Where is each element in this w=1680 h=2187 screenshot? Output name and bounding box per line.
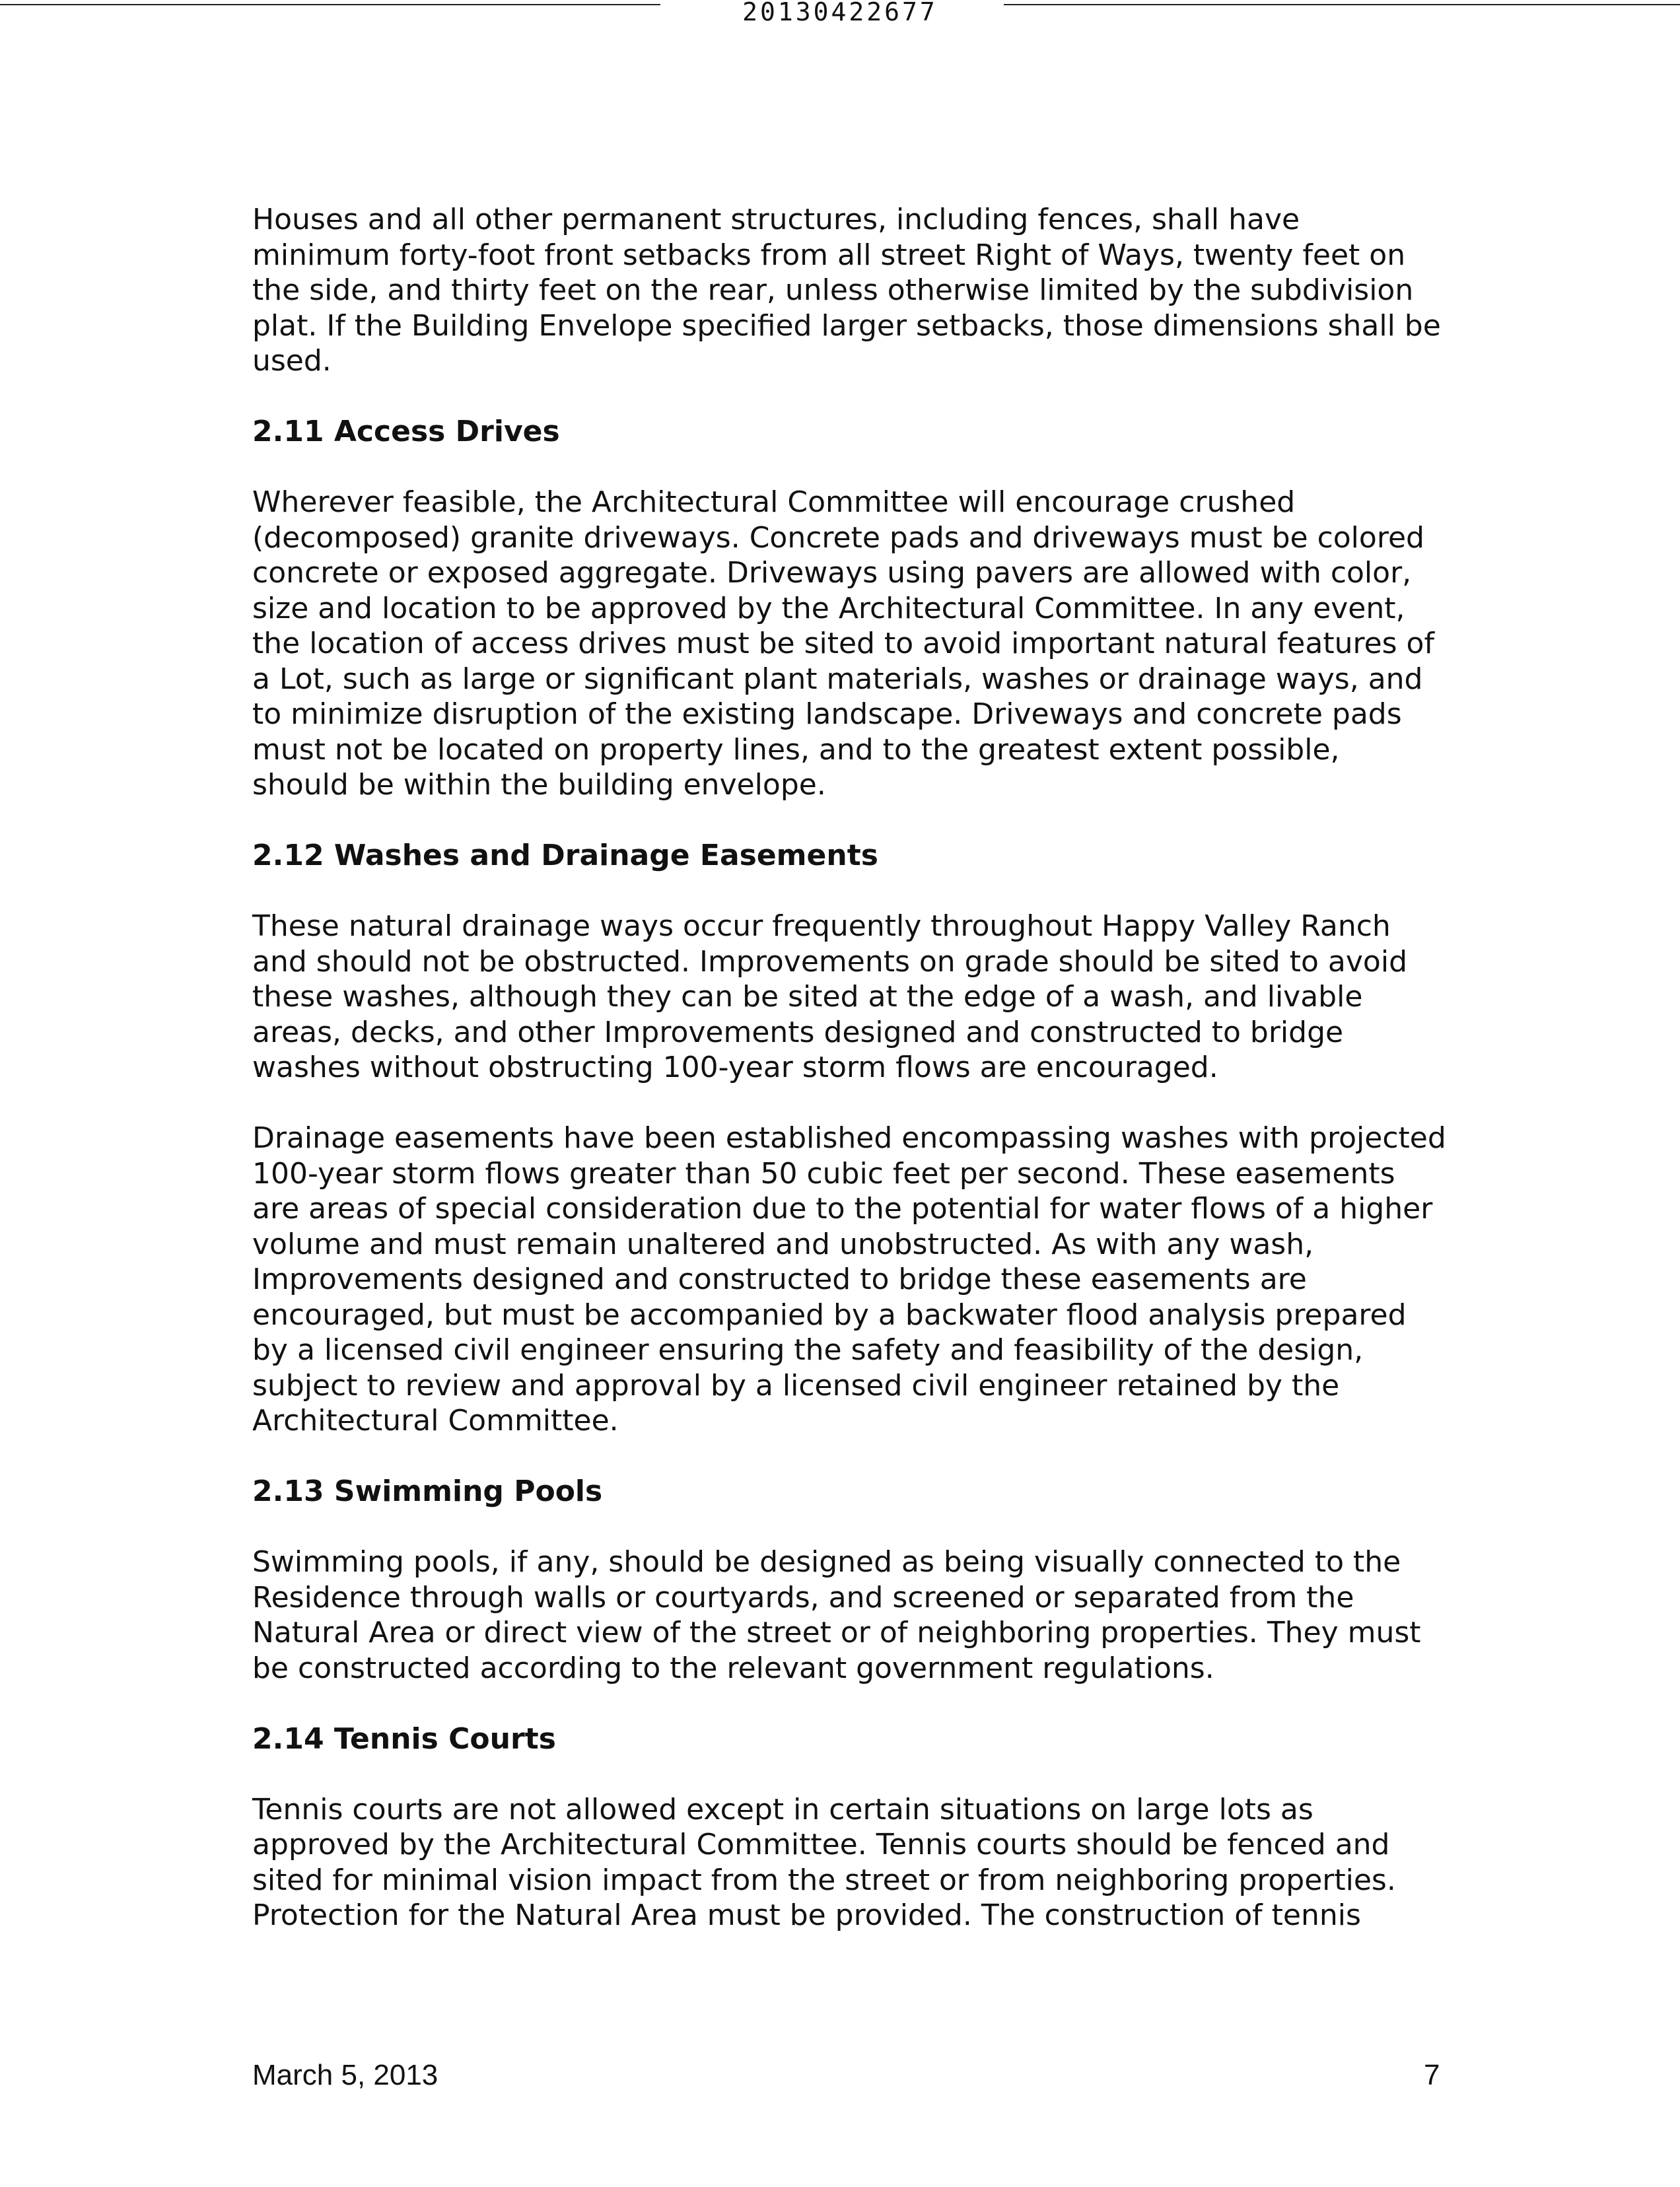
section-heading-washes-drainage: 2.12 Washes and Drainage Easements (252, 839, 878, 872)
section-heading-tennis-courts: 2.14 Tennis Courts (252, 1721, 556, 1756)
access-drives-paragraph: Wherever feasible, the Architectural Committee will encourage crushed (decomposed) granite driveways. Concrete pads and driveways must be colored concrete or exposed aggregate. Driveways using pavers are allowed with color, size and location to be approved by the Architectural Committee. In any event, the location of access drives must be sited to avoid important natural features of a Lot, such as large or significant plant materials, washes or drainage ways, and to minimize disruption of the existing landscape. Driveways and concrete pads must not be located on property lines, and to the greatest extent possible, should be within the building envelope. (252, 485, 1434, 802)
swimming-pools-paragraph: Swimming pools, if any, should be designed as being visually connected to the Residence through walls or courtyards, and screened or separated from the Natural Area or direct view of the street or of neighboring properties. They must be constructed according to the relevant government regulations. (252, 1545, 1421, 1685)
washes-paragraph: These natural drainage ways occur frequently throughout Happy Valley Ranch and should not be obstructed. Improvements on grade should be sited to avoid these washes, although they can be sited at the edge of a wash, and livable areas, decks, and other Improvements designed and constructed to bridge washes without obstructing 100-year storm flows are encouraged. (252, 909, 1407, 1084)
intro-paragraph: Houses and all other permanent structures, including fences, shall have minimum forty-foot front setbacks from all street Right of Ways, twenty feet on the side, and thirty feet on the rear, unless otherwise limited by the subdivision plat. If the Building Envelope specified larger setbacks, those dimensions shall be used. (252, 203, 1441, 378)
footer-page-number: 7 (1424, 2059, 1440, 2091)
section-heading-access-drives: 2.11 Access Drives (252, 415, 560, 448)
tennis-courts-paragraph: Tennis courts are not allowed except in certain situations on large lots as approved by the Architectural Committee. Tennis courts should be fenced and sited for minimal vision impact from the street or from neighboring properties. Protection for the Natural Area must be provided. The construction of tennis (252, 1792, 1396, 1932)
section-heading-swimming-pools: 2.13 Swimming Pools (252, 1475, 603, 1508)
page-body (252, 202, 1454, 1968)
footer-date: March 5, 2013 (252, 2059, 438, 2091)
document-number: 20130422677 (742, 0, 938, 26)
drainage-easements-paragraph: Drainage easements have been established encompassing washes with projected 100-year storm flows greater than 50 cubic feet per second. These easements are areas of special consideration due to the potential for water flows of a higher volume and must remain unaltered and unobstructed. As with any wash, Improvements designed and constructed to bridge these easements are encouraged, but must be accompanied by a backwater flood analysis prepared by a licensed civil engineer ensuring the safety and feasibility of the design, subject to review and approval by a licensed civil engineer retained by the Architectural Committee. (252, 1121, 1446, 1438)
